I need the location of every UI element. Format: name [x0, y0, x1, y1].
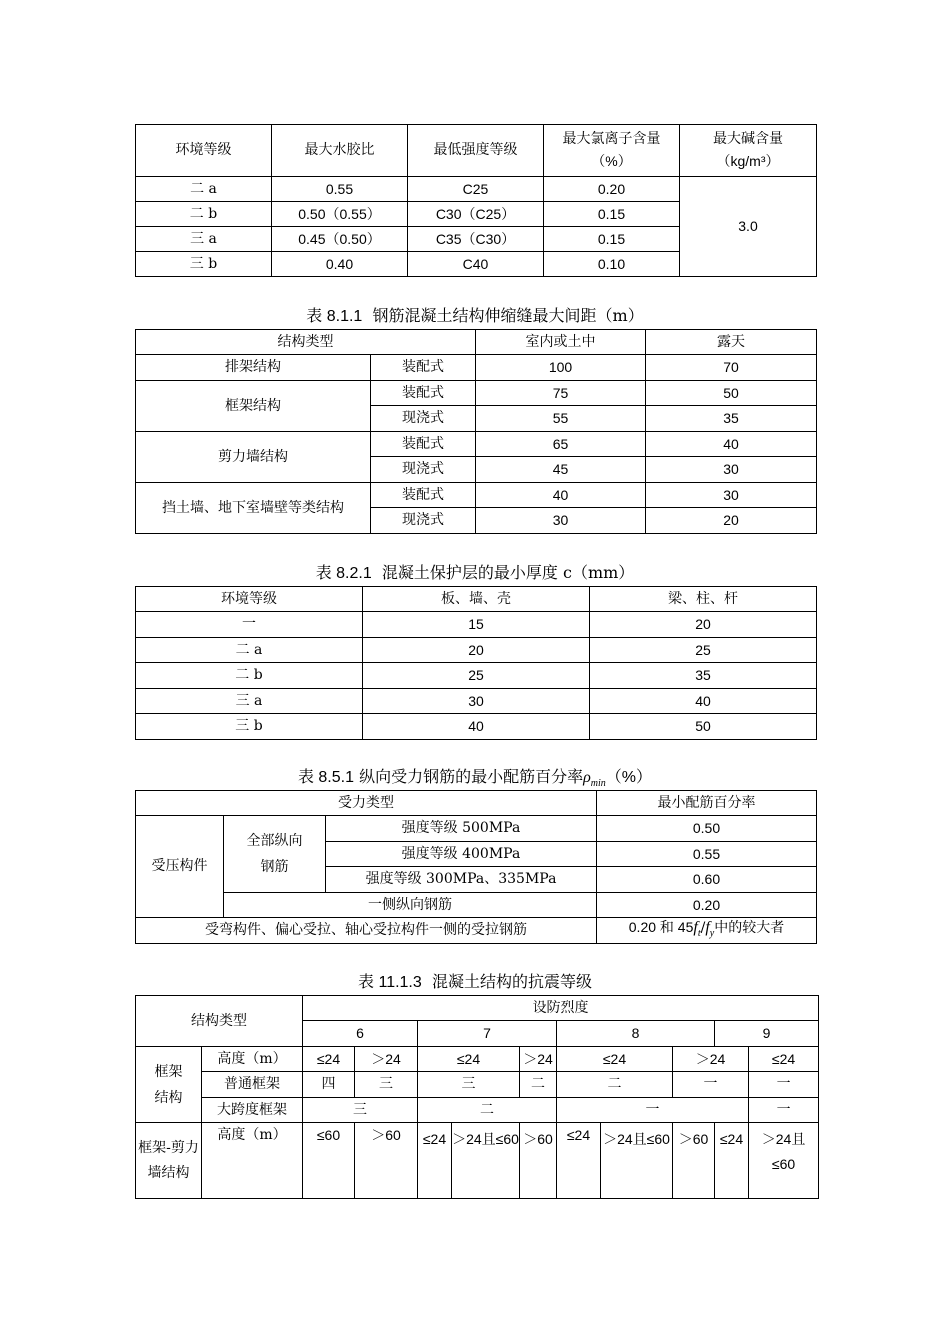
t1-header-alkali — [680, 125, 817, 177]
caption-unit: （%） — [605, 769, 653, 786]
t1-header-chloride-l1: 最大氯离子含量 — [562, 131, 661, 147]
table-row — [136, 381, 817, 406]
t5-large-frame: 大跨度框架 — [202, 1098, 303, 1123]
t1-cell: C30（C25） — [408, 202, 544, 227]
table-caption-11-1-3 — [0, 971, 950, 994]
t2-open: 20 — [646, 508, 817, 534]
caption-text: 混凝土保护层的最小厚度 c（mm） — [381, 563, 635, 582]
t5-degree: 7 — [418, 1021, 557, 1047]
ft-sub: t — [697, 928, 701, 940]
t5-degree: 9 — [715, 1021, 819, 1047]
t1-header-alkali-l2: （kg/m³） — [716, 153, 780, 169]
caption-text: 纵向受力钢筋的最小配筋百分率 — [359, 767, 584, 786]
table-row — [136, 918, 817, 944]
fy-sub: y — [709, 928, 715, 940]
t5-cell: ＞60 — [520, 1123, 557, 1199]
table-expansion-joint — [135, 329, 817, 534]
t2-method: 现浇式 — [371, 406, 476, 432]
t4-bend-value-pre: 0.20 和 45 — [628, 918, 694, 935]
t3-cell: 一 — [136, 612, 363, 638]
t2-indoor: 55 — [476, 406, 646, 432]
t2-type: 排架结构 — [136, 355, 371, 381]
t3-cell: 25 — [590, 638, 817, 663]
t1-cell: 0.40 — [272, 252, 408, 277]
t1-alkali-value: 3.0 — [680, 177, 817, 277]
t2-open: 35 — [646, 406, 817, 432]
t1-cell: 0.50（0.55） — [272, 202, 408, 227]
t5-cell: ≤24 — [418, 1123, 452, 1199]
table-row — [136, 663, 817, 689]
t5-degree: 6 — [303, 1021, 418, 1047]
table-row — [136, 1072, 819, 1098]
fy-symbol — [705, 918, 715, 940]
t2-indoor: 30 — [476, 508, 646, 534]
table-row — [136, 638, 817, 663]
t3-cell: 三 b — [136, 714, 363, 740]
t5-cell: 三 — [418, 1072, 520, 1098]
t5-cell: 二 — [418, 1098, 557, 1123]
t2-type: 剪力墙结构 — [136, 432, 371, 483]
t5-degree: 8 — [557, 1021, 715, 1047]
t2-open: 30 — [646, 483, 817, 508]
t5-cell: 二 — [557, 1072, 673, 1098]
t1-cell: C25 — [408, 177, 544, 202]
table-row — [136, 893, 817, 918]
t4-all-long: 全部纵向钢筋 — [224, 816, 326, 893]
caption-number: 表 8.1.1 — [306, 308, 363, 325]
t3-cell: 30 — [363, 689, 590, 714]
t5-cell: ＞24 — [355, 1047, 418, 1072]
t5-cell: ≤24 — [303, 1047, 355, 1072]
t4-header-type: 受力类型 — [136, 791, 597, 816]
t5-struct-type: 结构类型 — [136, 996, 303, 1047]
fy-f: f — [705, 918, 710, 936]
t1-header-chloride-l2: （%） — [591, 153, 632, 169]
t1-cell: 二 a — [136, 177, 272, 202]
t2-method: 现浇式 — [371, 457, 476, 483]
t5-cell: ＞24且≤60 — [749, 1123, 819, 1199]
t5-cell: ＞24且≤60 — [601, 1123, 673, 1199]
table-row — [136, 1123, 819, 1199]
t1-header-env: 环境等级 — [136, 125, 272, 177]
table-seismic-grade — [135, 995, 819, 1199]
table-row — [136, 177, 817, 202]
t2-indoor: 45 — [476, 457, 646, 483]
t5-cell: ≤24 — [557, 1123, 601, 1199]
t3-cell: 二 b — [136, 663, 363, 689]
rho-symbol: ρ — [583, 769, 591, 786]
t1-cell: 0.45（0.50） — [272, 227, 408, 252]
table-cover-thickness — [135, 586, 817, 740]
caption-number: 表 8.5.1 — [297, 769, 354, 786]
caption-number: 表 8.2.1 — [315, 565, 372, 582]
t2-method: 装配式 — [371, 432, 476, 457]
table-caption-8-2-1 — [0, 562, 950, 585]
caption-number: 表 11.1.3 — [358, 974, 422, 991]
t5-cell: 一 — [673, 1072, 749, 1098]
t5-cell: 一 — [749, 1072, 819, 1098]
t2-indoor: 40 — [476, 483, 646, 508]
slash: / — [700, 919, 706, 936]
t1-cell: 0.15 — [544, 202, 680, 227]
t5-cell: 二 — [520, 1072, 557, 1098]
t2-method: 装配式 — [371, 483, 476, 508]
t2-header-open: 露天 — [646, 330, 817, 355]
table-row — [136, 355, 817, 381]
t5-cell: ≤24 — [418, 1047, 520, 1072]
t5-cell: 一 — [749, 1098, 819, 1123]
rho-subscript: min — [590, 778, 606, 790]
t3-cell: 20 — [590, 612, 817, 638]
t5-cell: ≤24 — [749, 1047, 819, 1072]
table-row — [136, 1047, 819, 1072]
t4-value: 0.55 — [597, 842, 817, 867]
t4-grade: 强度等级 400MPa — [326, 842, 597, 867]
t5-cell: 三 — [355, 1072, 418, 1098]
t3-cell: 40 — [590, 689, 817, 714]
t5-cell: 四 — [303, 1072, 355, 1098]
t5-fsw: 框架-剪力墙结构 — [136, 1123, 202, 1199]
table-row — [136, 714, 817, 740]
t5-cell: ＞24 — [673, 1047, 749, 1072]
t4-value: 0.20 — [597, 893, 817, 918]
t2-method: 装配式 — [371, 381, 476, 406]
t3-header-beam: 梁、柱、杆 — [590, 587, 817, 612]
t2-type: 挡土墙、地下室墙壁等类结构 — [136, 483, 371, 534]
t5-cell: ≤24 — [557, 1047, 673, 1072]
t4-grade: 强度等级 500MPa — [326, 816, 597, 842]
t1-header-wb: 最大水胶比 — [272, 125, 408, 177]
t2-type: 框架结构 — [136, 381, 371, 432]
t3-cell: 三 a — [136, 689, 363, 714]
table-durability — [135, 124, 817, 277]
t1-cell: C35（C30） — [408, 227, 544, 252]
t2-indoor: 75 — [476, 381, 646, 406]
t1-cell: 0.15 — [544, 227, 680, 252]
t2-indoor: 100 — [476, 355, 646, 381]
ft-symbol — [693, 918, 701, 940]
t1-cell: 0.10 — [544, 252, 680, 277]
t3-cell: 50 — [590, 714, 817, 740]
ft-f: f — [693, 918, 698, 936]
table-row — [136, 1098, 819, 1123]
t5-intensity: 设防烈度 — [303, 996, 819, 1021]
t1-cell: 三 b — [136, 252, 272, 277]
t4-bend-value-post: 中的较大者 — [714, 919, 785, 936]
t3-cell: 35 — [590, 663, 817, 689]
caption-text: 混凝土结构的抗震等级 — [431, 972, 592, 991]
t4-header-ratio: 最小配筋百分率 — [597, 791, 817, 816]
t4-grade: 强度等级 300MPa、335MPa — [326, 867, 597, 893]
caption-text: 钢筋混凝土结构伸缩缝最大间距（m） — [372, 306, 644, 325]
t2-method: 装配式 — [371, 355, 476, 381]
t2-method: 现浇式 — [371, 508, 476, 534]
table-row — [136, 432, 817, 457]
t4-bend-value — [597, 918, 817, 944]
t2-open: 40 — [646, 432, 817, 457]
t4-compress: 受压构件 — [136, 816, 224, 918]
t3-cell: 15 — [363, 612, 590, 638]
t4-one-side: 一侧纵向钢筋 — [224, 893, 597, 918]
t4-value: 0.50 — [597, 816, 817, 842]
t5-cell: ≤24 — [715, 1123, 749, 1199]
t1-header-strength: 最低强度等级 — [408, 125, 544, 177]
t5-cell: ＞24且≤60 — [452, 1123, 520, 1199]
t3-cell: 25 — [363, 663, 590, 689]
t4-value: 0.60 — [597, 867, 817, 893]
t5-cell: 三 — [303, 1098, 418, 1123]
t1-cell: 0.20 — [544, 177, 680, 202]
t5-cell: ＞60 — [355, 1123, 418, 1199]
t3-cell: 40 — [363, 714, 590, 740]
t2-open: 50 — [646, 381, 817, 406]
table-min-reinforcement — [135, 790, 817, 944]
t3-cell: 二 a — [136, 638, 363, 663]
t3-header-env: 环境等级 — [136, 587, 363, 612]
t5-normal-frame: 普通框架 — [202, 1072, 303, 1098]
t5-fsw-height-label: 高度（m） — [202, 1123, 303, 1199]
t5-cell: 一 — [557, 1098, 749, 1123]
t3-cell: 20 — [363, 638, 590, 663]
t1-header-chloride — [544, 125, 680, 177]
t2-open: 30 — [646, 457, 817, 483]
t1-cell: C40 — [408, 252, 544, 277]
t3-header-slab: 板、墙、壳 — [363, 587, 590, 612]
t5-cell: ＞24 — [520, 1047, 557, 1072]
t5-height-label: 高度（m） — [202, 1047, 303, 1072]
t4-bend: 受弯构件、偏心受拉、轴心受拉构件一侧的受拉钢筋 — [136, 918, 597, 944]
t5-cell: ≤60 — [303, 1123, 355, 1199]
table-row — [136, 816, 817, 842]
table-row — [136, 612, 817, 638]
t2-header-type: 结构类型 — [136, 330, 476, 355]
table-row — [136, 689, 817, 714]
table-row — [136, 483, 817, 508]
t1-cell: 0.55 — [272, 177, 408, 202]
t2-header-indoor: 室内或土中 — [476, 330, 646, 355]
t2-open: 70 — [646, 355, 817, 381]
t2-indoor: 65 — [476, 432, 646, 457]
t1-cell: 三 a — [136, 227, 272, 252]
t1-header-alkali-l1: 最大碱含量 — [713, 131, 783, 147]
t1-cell: 二 b — [136, 202, 272, 227]
t5-cell: ＞60 — [673, 1123, 715, 1199]
table-caption-8-1-1 — [0, 305, 950, 328]
t5-frame: 框架结构 — [136, 1047, 202, 1123]
